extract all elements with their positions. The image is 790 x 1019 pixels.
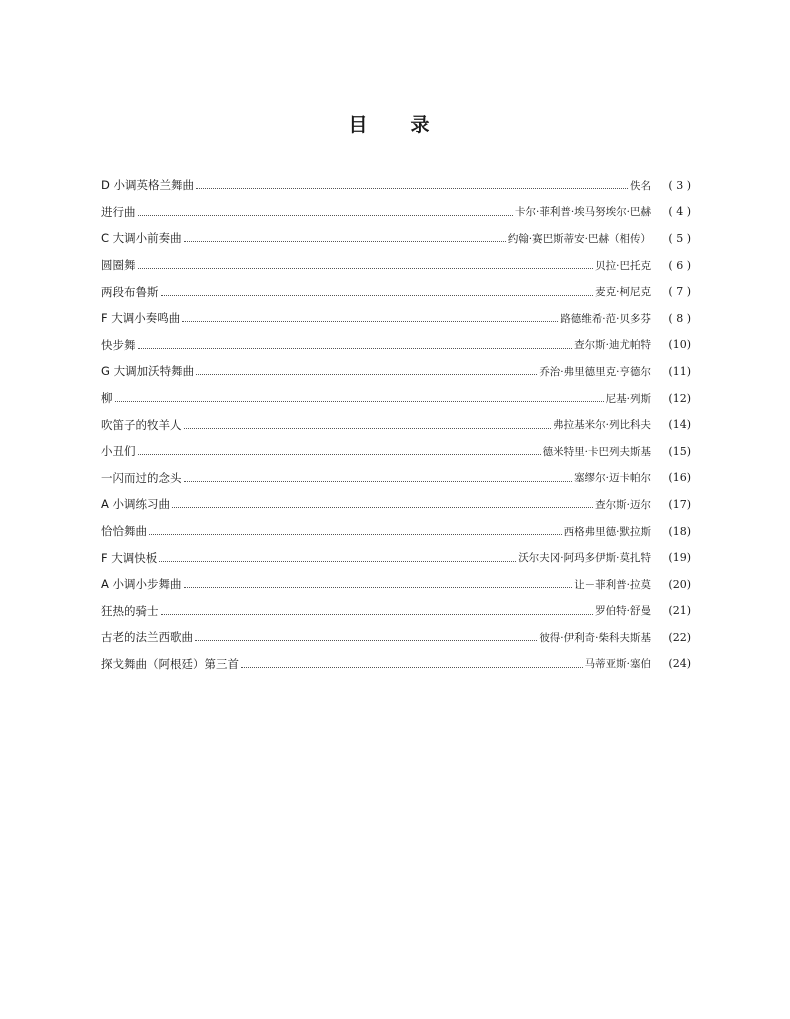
- page-title: 目 录: [348, 114, 442, 136]
- toc-entry: [101, 225, 691, 252]
- entry-composer: 沃尔夫冈·阿玛多伊斯·莫扎特: [518, 552, 651, 565]
- entry-page-number: ( 3 ): [668, 178, 691, 192]
- toc-entry: [101, 544, 691, 571]
- entry-composer: 卡尔·菲利普·埃马努埃尔·巴赫: [514, 206, 651, 219]
- toc-entry: [101, 332, 691, 359]
- entry-title: 恰恰舞曲: [101, 524, 147, 539]
- entry-page-number: (20): [668, 577, 691, 591]
- dot-leader: [161, 605, 594, 617]
- toc-entry: [101, 518, 691, 545]
- entry-title: 小丑们: [101, 444, 136, 459]
- entry-page-number: ( 5 ): [668, 231, 691, 245]
- dot-leader: [138, 206, 513, 218]
- entry-title: 圆圈舞: [101, 258, 136, 273]
- toc-entry: [101, 571, 691, 598]
- toc-entry: [101, 278, 691, 305]
- entry-page-number: (22): [668, 630, 691, 644]
- entry-title: 古老的法兰西歌曲: [101, 630, 193, 645]
- entry-composer: 让－菲利普·拉莫: [574, 578, 651, 591]
- toc-entry: [101, 252, 691, 279]
- toc-entry: [101, 305, 691, 332]
- entry-title: 吹笛子的牧羊人: [101, 417, 182, 432]
- dot-leader: [161, 286, 594, 298]
- entry-title: A 小调小步舞曲: [101, 577, 182, 592]
- entry-title: 快步舞: [101, 337, 136, 352]
- entry-title: D 小调英格兰舞曲: [101, 178, 195, 193]
- entry-page-number: (21): [668, 604, 691, 618]
- entry-title: 进行曲: [101, 204, 136, 219]
- entry-composer: 马蒂亚斯·塞伯: [584, 658, 651, 671]
- toc-entry: [101, 358, 691, 385]
- entry-page-number: (17): [668, 497, 691, 511]
- entry-composer: 佚名: [630, 179, 651, 192]
- entry-composer: 弗拉基米尔·列比科夫: [553, 419, 651, 432]
- toc-entry: [101, 172, 691, 199]
- entry-title: C 大调小前奏曲: [101, 231, 182, 246]
- dot-leader: [149, 525, 562, 537]
- toc-entry: [101, 411, 691, 438]
- dot-leader: [184, 472, 573, 484]
- entry-title: 探戈舞曲（阿根廷）第三首: [101, 656, 239, 671]
- entry-title: A 小调练习曲: [101, 497, 171, 512]
- entry-title: 一闪而过的念头: [101, 470, 182, 485]
- entry-composer: 尼基·列斯: [605, 392, 651, 405]
- dot-leader: [184, 578, 573, 590]
- entry-title: 狂热的骑士: [101, 603, 159, 618]
- entry-page-number: (24): [668, 657, 691, 671]
- entry-page-number: (19): [668, 551, 691, 565]
- toc-entry: [101, 199, 691, 226]
- entry-page-number: (16): [668, 471, 691, 485]
- entry-composer: 德米特里·卡巴列夫斯基: [542, 445, 651, 458]
- dot-leader: [184, 419, 552, 431]
- entry-page-number: ( 6 ): [668, 258, 691, 272]
- toc-entry: [101, 624, 691, 651]
- dot-leader: [138, 445, 541, 457]
- entry-composer: 约翰·赛巴斯蒂安·巴赫（相传）: [507, 232, 651, 245]
- toc-entry: [101, 651, 691, 678]
- toc-entry: [101, 385, 691, 412]
- entry-title: 两段布鲁斯: [101, 284, 159, 299]
- entry-composer: 乔治·弗里德里克·亨德尔: [539, 365, 651, 378]
- dot-leader: [115, 392, 604, 404]
- dot-leader: [138, 339, 573, 351]
- dot-leader: [159, 552, 516, 564]
- entry-composer: 查尔斯·迪尤帕特: [574, 339, 651, 352]
- entry-page-number: (14): [668, 418, 691, 432]
- entry-title: F 大调快板: [101, 550, 158, 565]
- entry-title: F 大调小奏鸣曲: [101, 311, 181, 326]
- entry-composer: 查尔斯·迈尔: [595, 498, 651, 511]
- entry-page-number: (11): [668, 364, 691, 378]
- entry-title: 柳: [101, 391, 113, 406]
- dot-leader: [196, 179, 628, 191]
- entry-composer: 塞缪尔·迈卡帕尔: [574, 472, 651, 485]
- dot-leader: [184, 232, 506, 244]
- toc-entry: [101, 598, 691, 625]
- dot-leader: [195, 631, 537, 643]
- entry-composer: 路德维希·范·贝多芬: [560, 312, 651, 325]
- entry-page-number: ( 8 ): [668, 311, 691, 325]
- entry-page-number: ( 7 ): [668, 285, 691, 299]
- entry-composer: 西格弗里德·默拉斯: [563, 525, 651, 538]
- toc-entry: [101, 491, 691, 518]
- dot-leader: [138, 259, 594, 271]
- entry-page-number: ( 4 ): [668, 205, 691, 219]
- entry-page-number: (18): [668, 524, 691, 538]
- dot-leader: [172, 498, 593, 510]
- entry-composer: 彼得·伊利奇·柴科夫斯基: [539, 631, 651, 644]
- entry-title: G 大调加沃特舞曲: [101, 364, 195, 379]
- entry-composer: 贝拉·巴托克: [595, 259, 651, 272]
- toc-entry: [101, 465, 691, 492]
- entry-page-number: (12): [668, 391, 691, 405]
- dot-leader: [182, 312, 558, 324]
- dot-leader: [241, 658, 583, 670]
- entry-composer: 麦克·柯尼克: [595, 286, 651, 299]
- table-of-contents: [101, 172, 691, 677]
- entry-page-number: (15): [668, 444, 691, 458]
- entry-page-number: (10): [668, 338, 691, 352]
- toc-entry: [101, 438, 691, 465]
- entry-composer: 罗伯特·舒曼: [595, 605, 651, 618]
- dot-leader: [196, 365, 537, 377]
